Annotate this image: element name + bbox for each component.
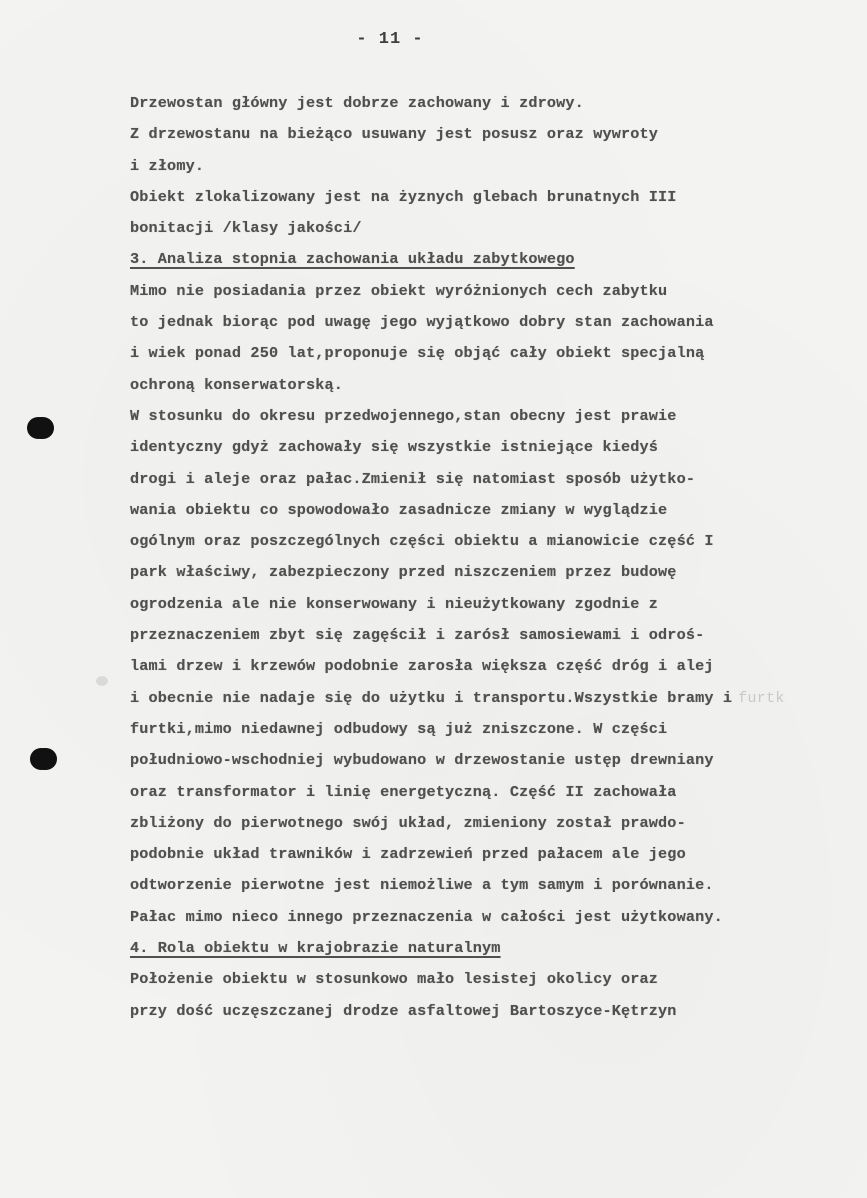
- section-heading-3: 3. Analiza stopnia zachowania układu zabytkowego: [130, 250, 575, 269]
- body-line: oraz transformator i linię energetyczną. Część II zachowała: [130, 782, 677, 801]
- stray-ink-mark: [96, 676, 108, 686]
- body-line: ogólnym oraz poszczególnych części obiektu a mianowicie część I: [130, 532, 714, 551]
- page-number: - 11 -: [356, 30, 424, 49]
- document-body: [130, 88, 830, 1027]
- body-line: przy dość uczęszczanej drodze asfaltowej Bartoszyce-Kętrzyn: [130, 1001, 677, 1020]
- body-line: bonitacji /klasy jakości/: [130, 219, 362, 238]
- overflow-word: furtk: [738, 688, 785, 707]
- body-line: to jednak biorąc pod uwagę jego wyjątkowo dobry stan zachowania: [130, 313, 714, 332]
- punch-hole-bottom: [33, 748, 55, 770]
- body-line: ochroną konserwatorską.: [130, 375, 344, 394]
- body-line: wania obiektu co spowodowało zasadnicze zmiany w wyglądzie: [130, 500, 668, 519]
- body-line: południowo-wschodniej wybudowano w drzewostanie ustęp drewniany: [130, 751, 714, 770]
- body-line: podobnie układ trawników i zadrzewień przed pałacem ale jego: [130, 845, 686, 864]
- body-line: park właściwy, zabezpieczony przed niszczeniem przez budowę: [130, 563, 677, 582]
- punch-hole-top: [30, 417, 52, 439]
- body-line: furtki,mimo niedawnej odbudowy są już zniszczone. W części: [130, 719, 668, 738]
- body-line: Z drzewostanu na bieżąco usuwany jest posusz oraz wywroty: [130, 125, 659, 144]
- body-line: identyczny gdyż zachowały się wszystkie istniejące kiedyś: [130, 438, 659, 457]
- body-line: Drzewostan główny jest dobrze zachowany i zdrowy.: [130, 94, 584, 112]
- body-line: lami drzew i krzewów podobnie zarosła większa część dróg i alej: [130, 657, 714, 676]
- body-line: Mimo nie posiadania przez obiekt wyróżnionych cech zabytku: [130, 281, 668, 300]
- body-line: i złomy.: [130, 156, 205, 175]
- show-through-text: [130, 1030, 750, 1044]
- body-line: i obecnie nie nadaje się do użytku i transportu.Wszystkie bramy i furtk: [130, 688, 785, 707]
- body-line: zbliżony do pierwotnego swój układ, zmieniony został prawdo-: [130, 813, 686, 832]
- body-line: Obiekt zlokalizowany jest na żyznych glebach brunatnych III: [130, 187, 677, 206]
- body-line: i wiek ponad 250 lat,proponuje się objąć cały obiekt specjalną: [130, 344, 705, 363]
- body-line: W stosunku do okresu przedwojennego,stan obecny jest prawie: [130, 406, 677, 425]
- body-line: Położenie obiektu w stosunkowo mało lesistej okolicy oraz: [130, 970, 659, 989]
- body-line: odtworzenie pierwotne jest niemożliwe a tym samym i porównanie.: [130, 876, 714, 895]
- section-heading-4: 4. Rola obiektu w krajobrazie naturalnym: [130, 939, 501, 958]
- body-line: ogrodzenia ale nie konserwowany i nieużytkowany zgodnie z: [130, 594, 659, 613]
- body-line: Pałac mimo nieco innego przeznaczenia w całości jest użytkowany.: [130, 907, 723, 926]
- body-line: przeznaczeniem zbyt się zagęścił i zarósł samosiewami i odroś-: [130, 626, 705, 645]
- body-line: drogi i aleje oraz pałac.Zmienił się natomiast sposób użytko-: [130, 469, 696, 488]
